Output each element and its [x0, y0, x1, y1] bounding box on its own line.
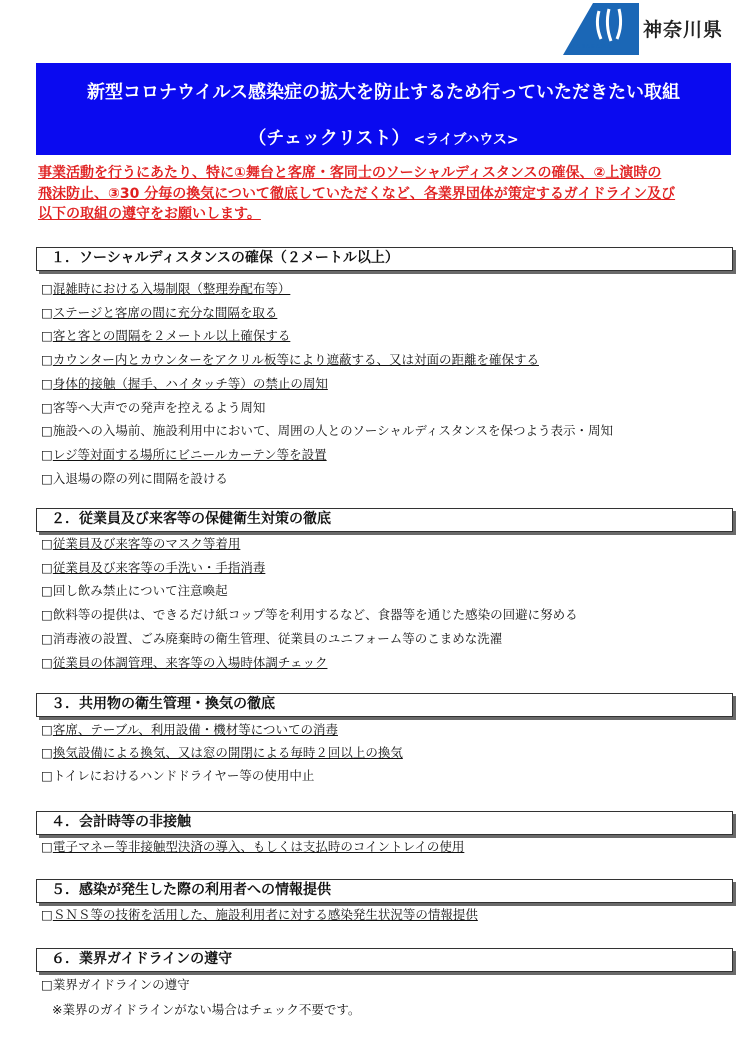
- logo-subtext: KANAGAWA: [571, 44, 612, 50]
- checkbox-icon[interactable]: □: [41, 470, 53, 486]
- checklist-item-label: トイレにおけるハンドドライヤー等の使用中止: [52, 768, 315, 783]
- checkbox-icon[interactable]: □: [41, 304, 53, 320]
- checklist-item[interactable]: [41, 655, 327, 671]
- checkbox-icon[interactable]: □: [41, 399, 53, 415]
- section-header: ６．業界ガイドラインの遵守: [36, 948, 733, 972]
- section-header: ５．感染が発生した際の利用者への情報提供: [36, 879, 733, 903]
- section-header: ２．従業員及び来客等の保健衛生対策の徹底: [36, 508, 733, 532]
- checklist-item-label: ステージと客席の間に充分な間隔を取る: [52, 304, 278, 320]
- checkbox-icon[interactable]: □: [41, 559, 53, 575]
- page-title: 新型コロナウイルス感染症の拡大を防止するため行っていただきたい取組: [87, 82, 680, 103]
- checklist-item-label: 従業員及び来客等の手洗い・手指消毒: [52, 559, 266, 575]
- section-note: ※業界のガイドラインがない場合はチェック不要です。: [52, 1002, 361, 1017]
- checklist-item[interactable]: [41, 376, 328, 392]
- checklist-item[interactable]: [41, 607, 578, 623]
- checkbox-icon[interactable]: □: [41, 722, 53, 737]
- checklist-item-label: 飲料等の提供は、できるだけ紙コップ等を利用するなど、食器等を通じた感染の回避に努める: [52, 607, 578, 623]
- intro-line: 飛沫防止、③30 分毎の換気について徹底していただくなど、各業界団体が策定するガイドライン及び: [38, 185, 676, 202]
- checklist-item[interactable]: [41, 631, 502, 647]
- checklist-item[interactable]: [41, 352, 539, 368]
- checklist-item[interactable]: [41, 536, 240, 552]
- checklist-item-label: 従業員及び来客等のマスク等着用: [52, 536, 241, 551]
- prefecture-name: 神奈川県: [643, 19, 724, 41]
- checklist-item[interactable]: [41, 471, 228, 487]
- checkbox-icon[interactable]: □: [41, 352, 53, 368]
- checkbox-icon[interactable]: □: [41, 745, 53, 760]
- checkbox-icon[interactable]: □: [41, 630, 53, 646]
- subtitle-main: （チェックリスト）: [248, 128, 410, 149]
- checklist-item-label: 混雑時における入場制限（整理券配布等）: [52, 281, 291, 296]
- page-subtitle: [36, 124, 731, 150]
- checklist-item-label: 消毒液の設置、ごみ廃棄時の衛生管理、従業員のユニフォーム等のこまめな洗濯: [52, 630, 503, 646]
- checkbox-icon[interactable]: □: [41, 607, 53, 623]
- checklist-item-label: 回し飲み禁止について注意喚起: [52, 583, 228, 599]
- kanagawa-logo: [563, 3, 743, 55]
- section-header: １．ソーシャルディスタンスの確保（２メートル以上）: [36, 247, 733, 271]
- section-header: ３．共用物の衛生管理・換気の徹底: [36, 693, 733, 717]
- checklist-item-label: 従業員の体調管理、来客等の入場時体調チェック: [52, 654, 328, 670]
- checklist-item-label: 身体的接触（握手、ハイタッチ等）の禁止の周知: [52, 375, 328, 391]
- checklist-item[interactable]: [41, 745, 403, 761]
- checklist-item-label: 客席、テーブル、利用設備・機材等についての消毒: [52, 722, 338, 737]
- checklist-item[interactable]: [41, 400, 265, 416]
- checklist-item-label: 客と客との間隔を２メートル以上確保する: [52, 328, 291, 344]
- checkbox-icon[interactable]: □: [41, 907, 53, 922]
- checklist-item[interactable]: [41, 560, 265, 576]
- checkbox-icon[interactable]: □: [41, 536, 53, 551]
- checklist-item[interactable]: [41, 423, 613, 439]
- checklist-item[interactable]: [41, 281, 290, 297]
- checklist-item[interactable]: [41, 583, 228, 599]
- checkbox-icon[interactable]: □: [41, 423, 53, 439]
- checkbox-icon[interactable]: □: [41, 375, 53, 391]
- title-banner: [36, 63, 731, 155]
- checkbox-icon[interactable]: □: [41, 583, 53, 599]
- checklist-item[interactable]: [41, 328, 290, 344]
- checkbox-icon[interactable]: □: [41, 281, 53, 296]
- section-header: ４．会計時等の非接触: [36, 811, 733, 835]
- intro-line: 以下の取組の遵守をお願いします。: [38, 206, 261, 222]
- checkbox-icon[interactable]: □: [41, 328, 53, 344]
- checkbox-icon[interactable]: □: [41, 446, 53, 462]
- intro-line: 事業活動を行うにあたり、特に①舞台と客席・客同士のソーシャルディスタンスの確保、②上演時の: [38, 165, 662, 181]
- checklist-item-label: ＳＮＳ等の技術を活用した、施設利用者に対する感染発生状況等の情報提供: [52, 907, 478, 922]
- checklist-item[interactable]: [41, 839, 464, 855]
- checklist-item-label: レジ等対面する場所にビニールカーテン等を設置: [52, 446, 327, 462]
- checkbox-icon[interactable]: □: [41, 654, 53, 670]
- checklist-item-label: 客等へ大声での発声を控えるよう周知: [52, 399, 266, 415]
- checklist-item-label: 施設への入場前、施設利用中において、周囲の人とのソーシャルディスタンスを保つよう表示・周知: [52, 423, 613, 439]
- checklist-item-label: 入退場の際の列に間隔を設ける: [52, 470, 228, 486]
- checklist-item[interactable]: [41, 977, 190, 993]
- intro-text: [38, 163, 728, 225]
- checklist-item[interactable]: [41, 907, 478, 923]
- checklist-item[interactable]: [41, 447, 327, 463]
- checklist-item[interactable]: [41, 305, 277, 321]
- checklist-item-label: 業界ガイドラインの遵守: [52, 977, 190, 992]
- checklist-item-label: 電子マネー等非接触型決済の導入、もしくは支払時のコイントレイの使用: [52, 839, 465, 854]
- subtitle-venue: <ライブハウス>: [413, 132, 519, 148]
- checklist-item-label: カウンター内とカウンターをアクリル板等により遮蔽する、又は対面の距離を確保する: [52, 352, 539, 368]
- checklist-item[interactable]: [41, 722, 338, 738]
- checkbox-icon[interactable]: □: [41, 977, 53, 992]
- checklist-item-label: 換気設備による換気、又は窓の開閉による毎時２回以上の換気: [52, 745, 403, 760]
- checkbox-icon[interactable]: □: [41, 768, 53, 783]
- checkbox-icon[interactable]: □: [41, 839, 53, 854]
- checklist-item[interactable]: [41, 768, 314, 784]
